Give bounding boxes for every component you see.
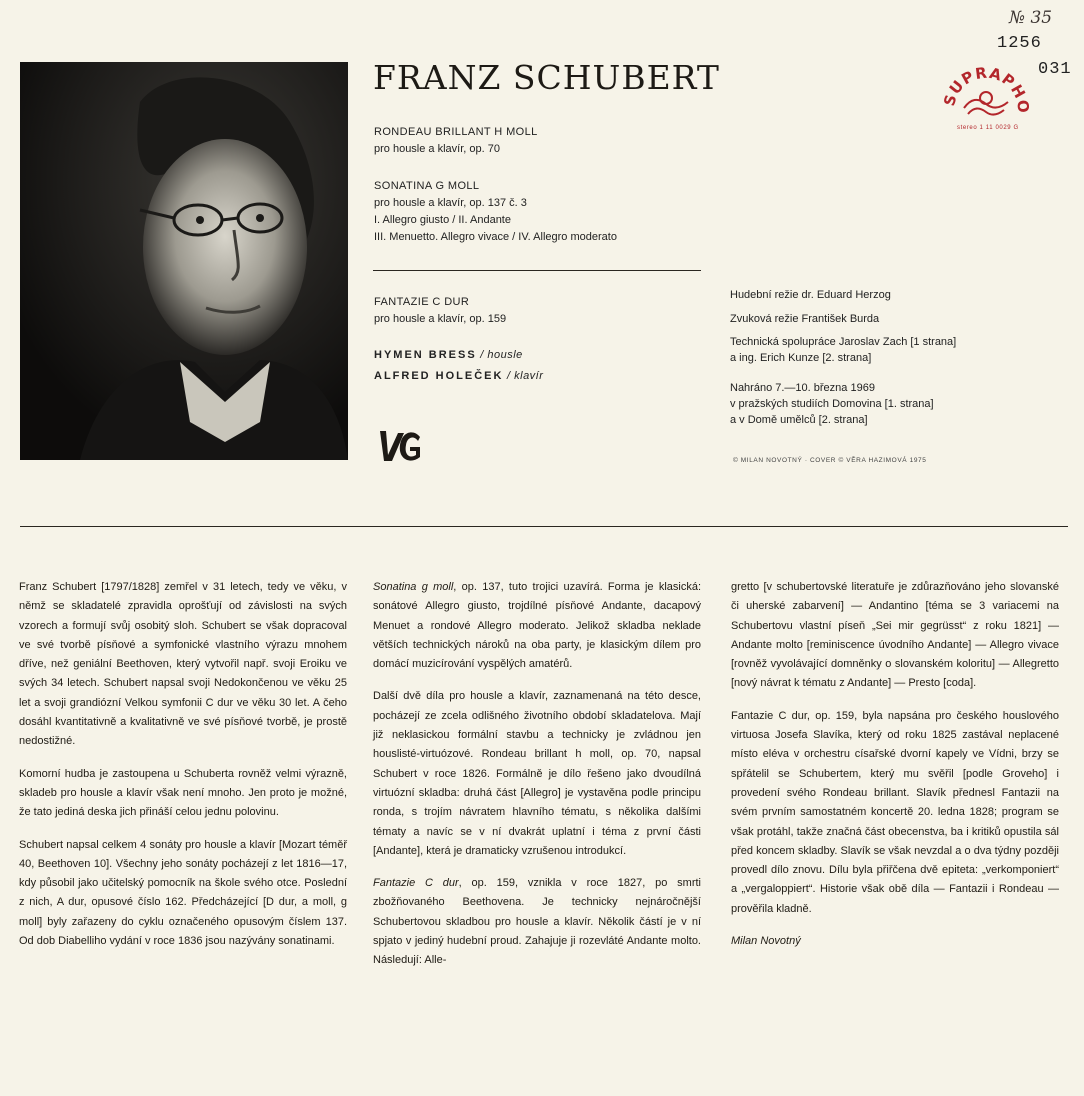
credit-line: a ing. Erich Kunze [2. strana] xyxy=(730,352,872,364)
program-item xyxy=(374,124,538,158)
copyright-line: © MILAN NOVOTNÝ · COVER © VĚRA HAZIMOVÁ 1975 xyxy=(733,457,927,464)
credit-line: a v Domě umělců [2. strana] xyxy=(730,414,868,426)
paragraph: Schubert napsal celkem 4 sonáty pro housle a klavír [Mozart téměř 40, Beethoven 10]. Všechny jeho sonáty pocházejí z let 1816—17, kdy působil jako učitelský pomocník na škole svého otce. Poslední z nich, A dur, opusové číslo 162. Předcházející [D dur, a moll, g moll] byly zařazeny do cyklu označeného opusovým číslem 137. Od dob Diabelliho vydání v roce 1836 jsou nazývány sonatinami. xyxy=(19,838,347,948)
program-line: pro housle a klavír, op. 137 č. 3 xyxy=(374,197,527,209)
program-title: SONATINA G MOLL xyxy=(374,180,480,192)
program-item xyxy=(374,178,617,246)
text-column-2 xyxy=(373,578,701,984)
program-line: pro housle a klavír, op. 70 xyxy=(374,143,500,155)
catalog-suffix: 031 xyxy=(1038,60,1072,79)
paragraph: Fantazie C dur, op. 159, byla napsána pro českého houslového virtuosa Josefa Slavíka, který od roku 1825 zastával neplacené místo eléva v orchestru císařské dvorní kapely ve Vídni, brzy se spřátelil se Schubertem, který mu svěřil [podle Groveho] i provedení svého Rondeau brillant. Slavík přednesl Fantazii na svém prvním samostatném koncertě 20. ledna 1828; program se však protáhl, takže značná část obecenstva, ba i kritiků opustila sál před koncem skladby. Slavík se však nevzdal a o dva týdny později provedl dílo znovu. Dílu byla přiřčena dvě epiteta: „verkomponiert“ a „vergaloppiert“. Historie však obě díla — Fantazii i Rondeau — prověřila kladně. xyxy=(731,709,1059,915)
supraphon-logo xyxy=(942,58,1030,134)
program-line: III. Menuetto. Allegro vivace / IV. Allegro moderato xyxy=(374,231,617,243)
label-small-text: stereo 1 11 0029 G xyxy=(957,125,1019,131)
paragraph: Fantazie C dur, op. 159, vznikla v roce 1827, po smrti zbožňovaného Beethovena. Je technicky nejnáročnější Schubertovou skladbou pro housle a klavír. Několik částí je v ní spjato v jediný hudební proud. Zahajuje ji rozevláté Andante molto. Následují: Alle- xyxy=(373,877,701,967)
performer: HYMEN BRESS / housle xyxy=(374,349,523,361)
handwritten-number: № 35 xyxy=(1009,8,1053,28)
text-column-3 xyxy=(731,578,1059,964)
signature: Milan Novotný xyxy=(731,935,801,948)
paragraph: Sonatina g moll, op. 137, tuto trojici uzavírá. Forma je klasická: sonátové Allegro giusto, trojdílné písňové Andante, dacapový Menuet a rondové Allegro moderato. Jelikož skladba neklade větších technických nároků na oba party, je klasickým dílem pro domácí muzicírování vyspělých amatérů. xyxy=(373,581,702,671)
divider xyxy=(373,270,701,271)
program-line: I. Allegro giusto / II. Andante xyxy=(374,214,511,226)
svg-text:SUPRAPHON: SUPRAPH xyxy=(942,63,1030,109)
credit-line: Hudební režie dr. Eduard Herzog xyxy=(730,289,891,301)
paragraph: Komorní hudba je zastoupena u Schuberta rovněž velmi výrazně, skladeb pro housle a klavír však není mnoho. Jen proto je možné, že tato jediná deska jich přináší celou jednu polovinu. xyxy=(19,767,347,819)
program-title: FANTAZIE C DUR xyxy=(374,296,470,308)
program-title: RONDEAU BRILLANT H MOLL xyxy=(374,126,538,138)
paragraph: Franz Schubert [1797/1828] zemřel v 31 letech, tedy ve věku, v němž se skladatelé zpravidla oprošťují od závislosti na svých vzorech a formují svůj osobitý sloh. Schubert se však dopracoval ve své tvorbě písňové a symfonické vlastního výrazu mnohem dříve, než geniální Beethoven, který vytvořil např. svoji Eroiku ve svých 34 letech. Schubert napsal svoji Nedokončenou ve věku 25 let a svoji grandiózní Velkou symfonii C dur ve věku 30 let. A čeho dosáhl kvantitativně a kvalitativně ve své písňové tvorbě, je prostě nedostižné. xyxy=(19,581,347,748)
performer: ALFRED HOLEČEK / klavír xyxy=(374,370,544,382)
credit-line: Technická spolupráce Jaroslav Zach [1 strana] xyxy=(730,336,957,348)
divider xyxy=(20,526,1068,527)
publisher-monogram xyxy=(376,425,424,467)
credit-line: Nahráno 7.—10. března 1969 xyxy=(730,382,875,394)
text-column-1 xyxy=(19,578,347,964)
paragraph: gretto [v schubertovské literatuře je zdůrazňováno jeho slovanské či uherské zabarvení] — Andantino [téma se 3 variacemi na Schubertovu vlastní píseň „Sei mir gegrüsst“ z roku 1821] — Andante molto [reminiscence úvodního Andante] — Allegro vivace [rovněž vyvolávající domněnky o slovanském koloritu] — Allegretto [nový návrat k tématu z Andante] — Presto [coda]. xyxy=(731,581,1059,690)
credit-block xyxy=(730,380,934,428)
program-line: pro housle a klavír, op. 159 xyxy=(374,313,507,325)
credit-block xyxy=(730,311,879,327)
catalog-number: 1256 xyxy=(997,34,1042,53)
credit-line: v pražských studiích Domovina [1. strana] xyxy=(730,398,934,410)
credit-line: Zvuková režie František Burda xyxy=(730,313,880,325)
page-title: FRANZ SCHUBERT xyxy=(373,58,720,97)
credit-block xyxy=(730,287,891,303)
performers xyxy=(374,345,543,387)
schubert-portrait xyxy=(20,62,348,460)
paragraph: Další dvě díla pro housle a klavír, zaznamenaná na této desce, pocházejí ze zcela odlišného životního období skladatelova. Mají již neklasickou formální stavbu a technicky je zvládnou jen houslisté-virtuózové. Rondeau brillant h moll, op. 70, napsal Schubert v roce 1826. Formálně je dílo řešeno jako dvoudílná virtuózní skladba: druhá část [Allegro] je vystavěna podle principu ronda, s trojím návratem hlavního tématu, s několika dalšími tématy a navíc se v ní dvakrát uplatní i téma z první části [Andante], která je dramaticky vzrušenou introdukcí. xyxy=(373,690,701,857)
program-item xyxy=(374,294,506,328)
credit-block xyxy=(730,334,956,366)
